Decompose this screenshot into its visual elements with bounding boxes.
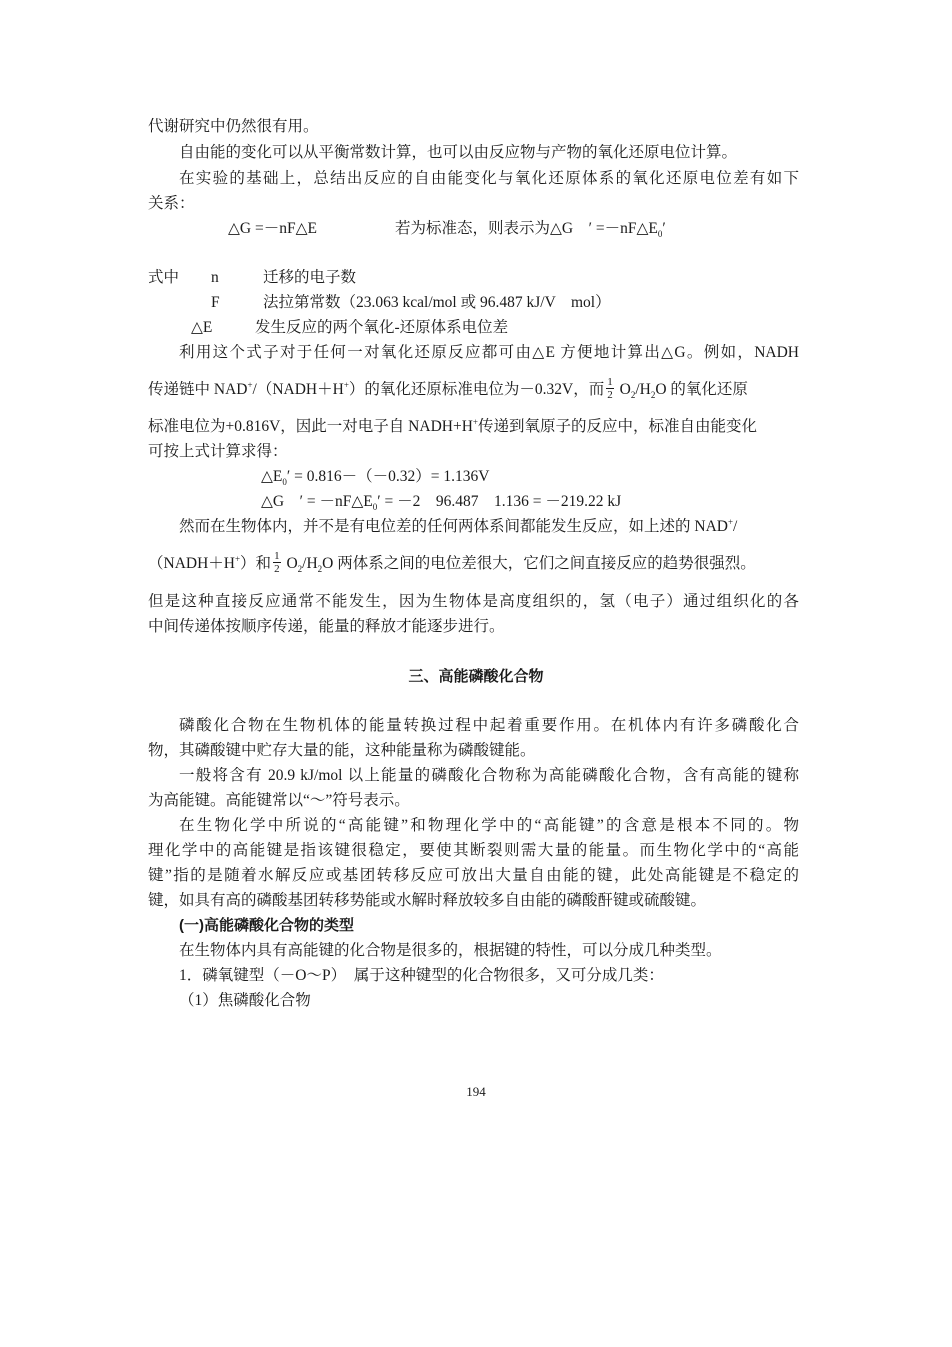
definition-text-n: 迁移的电子数 bbox=[263, 269, 357, 286]
paragraph-line: 传递链中 NAD+/（NADH＋H+）的氧化还原标准电位为－0.32V，而 $\frac{1}{2}$ $O_2/H_2O$ 的氧化还原 bbox=[148, 376, 748, 401]
paragraph-line: （NADH＋H+）和 $\frac{1}{2}$ $O_2/H_2O$ 两体系之间的电位差很大，它们之间直接反应的趋势很强烈。 bbox=[148, 550, 756, 575]
page-number: 194 bbox=[466, 1084, 486, 1099]
fraction-one-half: $\frac{1}{2}$ bbox=[274, 550, 280, 575]
paragraph-line: 键，如具有高的磷酸基团转移势能或水解时释放较多自由能的磷酸酐键或硫酸键。 bbox=[148, 892, 707, 909]
paragraph-line: 然而在生物体内，并不是有电位差的任何两体系间都能发生反应，如上述的 NAD+/ bbox=[179, 516, 738, 535]
paragraph-line: 键”指的是随着水解反应或基团转移反应可放出大量自由能的键，此处高能键是不稳定的 bbox=[148, 867, 799, 884]
paragraph-line: 为高能键。高能键常以“～”符号表示。 bbox=[148, 792, 410, 809]
equation-standard-state: 若为标准态，则表示为△G ′ $=-nF\triangle E_0'$ bbox=[395, 220, 666, 240]
list-item: （1）焦磷酸化合物 bbox=[179, 992, 311, 1009]
paragraph-line: 磷酸化合物在生物机体的能量转换过程中起着重要作用。在机体内有许多磷酸化合 bbox=[179, 717, 799, 734]
paragraph-line: 可按上式计算求得： bbox=[148, 443, 288, 460]
subsection-title: (一)高能磷酸化合物的类型 bbox=[179, 917, 354, 934]
paragraph-line: 理化学中的高能键是指该键很稳定，要使其断裂则需大量的能量。而生物化学中的“高能 bbox=[148, 842, 799, 859]
definition-symbol-deltaE: △E bbox=[191, 319, 213, 336]
definition-text-deltaE: 发生反应的两个氧化-还原体系电位差 bbox=[255, 319, 509, 336]
paragraph-line: 利用这个式子对于任何一对氧化还原反应都可由△E 方便地计算出△G。例如，NADH bbox=[179, 344, 799, 361]
paragraph-line: 代谢研究中仍然很有用。 bbox=[148, 118, 319, 135]
section-title: 三、高能磷酸化合物 bbox=[408, 668, 544, 685]
paragraph-line: 关系： bbox=[148, 195, 195, 212]
paragraph-line: 中间传递体按顺序传递，能量的释放才能逐步进行。 bbox=[148, 618, 505, 635]
calculation-delta-g: △G ′ = $-nF\triangle E_0' = -2$ 96.487 1.136 = －219.22 kJ bbox=[261, 493, 622, 513]
definition-symbol-F: F bbox=[211, 294, 220, 311]
paragraph-line: 自由能的变化可以从平衡常数计算，也可以由反应物与产物的氧化还原电位计算。 bbox=[179, 144, 738, 161]
list-item: 1．磷氧键型（－O～P） 属于这种键型的化合物很多，又可分成几类： bbox=[179, 967, 664, 984]
paragraph-line: 但是这种直接反应通常不能发生，因为生物体是高度组织的，氢（电子）通过组织化的各 bbox=[148, 593, 799, 610]
paragraph-line: 一般将含有 20.9 kJ/mol 以上能量的磷酸化合物称为高能磷酸化合物，含有高能的键称 bbox=[179, 767, 799, 784]
paragraph-line: 在生物化学中所说的“高能键”和物理化学中的“高能键”的含意是根本不同的。物 bbox=[179, 817, 799, 834]
paragraph-line: 物，其磷酸键中贮存大量的能，这种能量称为磷酸键能。 bbox=[148, 742, 536, 759]
definition-text-F: 法拉第常数（23.063 kcal/mol 或 96.487 kJ/V mol） bbox=[263, 294, 611, 311]
paragraph-line: 在实验的基础上，总结出反应的自由能变化与氧化还原体系的氧化还原电位差有如下 bbox=[179, 170, 799, 187]
paragraph-line: 标准电位为+0.816V，因此一对电子自 NADH+H+传递到氧原子的反应中，标准自由能变化 bbox=[148, 416, 757, 435]
fraction-one-half: $\frac{1}{2}$ bbox=[607, 376, 613, 401]
definition-label: 式中 bbox=[148, 269, 180, 286]
paragraph-line: 在生物体内具有高能键的化合物是很多的，根据键的特性，可以分成几种类型。 bbox=[179, 942, 722, 959]
calculation-delta-e: $\triangle E_0' = 0.816-(-0.32)= 1.136V$ bbox=[261, 468, 490, 488]
equation-free-energy: △G =－nF△E bbox=[228, 220, 317, 237]
definition-symbol-n: n bbox=[211, 269, 219, 286]
